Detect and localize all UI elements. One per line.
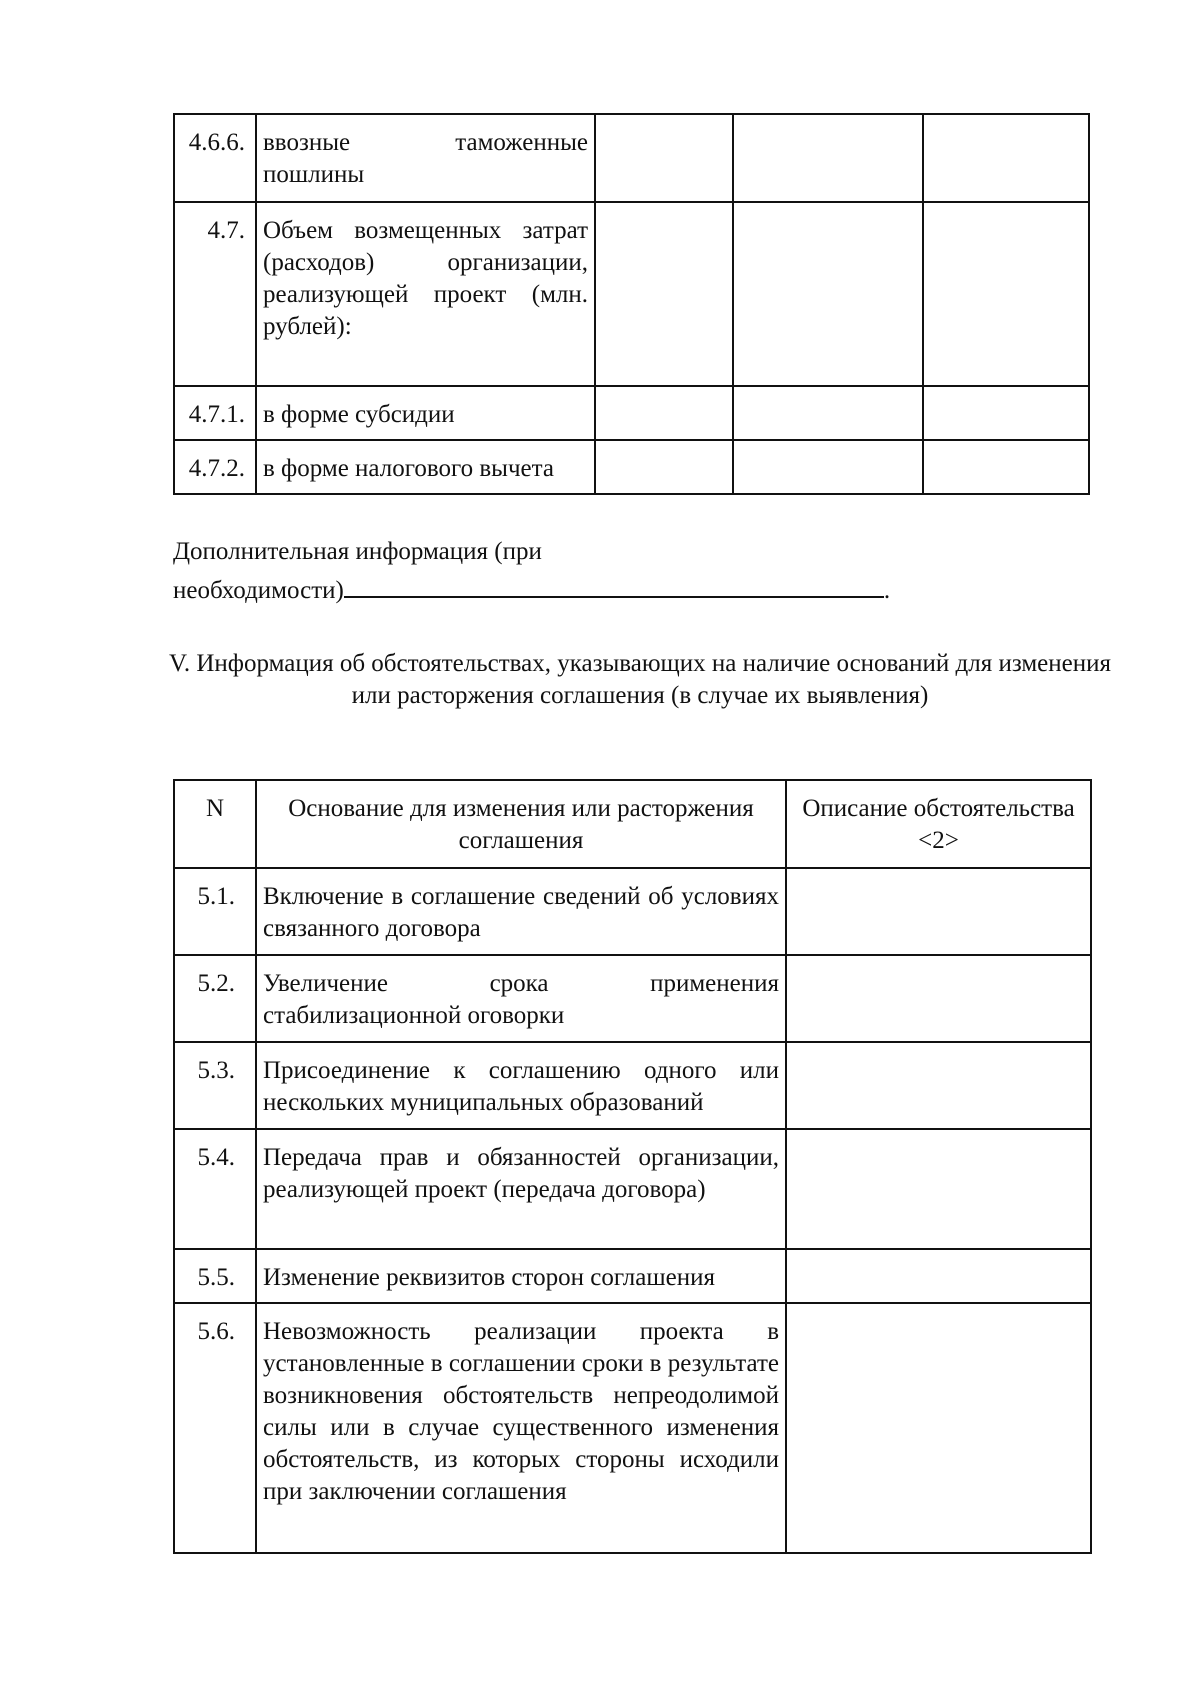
row-number: 4.7.1. — [174, 386, 256, 440]
description-cell[interactable] — [786, 1303, 1091, 1553]
value-cell[interactable] — [733, 202, 923, 386]
row-text: ввозные таможенные пошлины — [256, 114, 595, 202]
description-cell[interactable] — [786, 1249, 1091, 1303]
row-number: 5.2. — [174, 955, 256, 1042]
row-text: Передача прав и обязанностей организации, реализующей проект (передача договора) — [256, 1129, 786, 1249]
value-cell[interactable] — [923, 440, 1089, 494]
row-number: 4.6.6. — [174, 114, 256, 202]
value-cell[interactable] — [923, 202, 1089, 386]
table-row — [174, 955, 1091, 1042]
row-text: Присоединение к соглашению одного или нескольких муниципальных образований — [256, 1042, 786, 1129]
row-text: Увеличение срока применения стабилизационной оговорки — [256, 955, 786, 1042]
table-row — [174, 1249, 1091, 1303]
row-number: 5.5. — [174, 1249, 256, 1303]
value-cell[interactable] — [733, 114, 923, 202]
table-row — [174, 1129, 1091, 1249]
row-number: 5.6. — [174, 1303, 256, 1553]
line-end: . — [883, 577, 891, 604]
additional-info-label: Дополнительная информация (при — [173, 538, 542, 565]
header-description: Описание обстоятельства <2> — [786, 780, 1091, 868]
table-row — [174, 386, 1089, 440]
value-cell[interactable] — [923, 386, 1089, 440]
row-text: Включение в соглашение сведений об условиях связанного договора — [256, 868, 786, 955]
section-title: V. Информация об обстоятельствах, указывающих на наличие оснований для изменения или расторжения соглашения (в случае их выявления) — [168, 650, 1112, 709]
row-text: в форме налогового вычета — [256, 440, 595, 494]
table-row — [174, 202, 1089, 386]
row-text: в форме субсидии — [256, 386, 595, 440]
value-cell[interactable] — [595, 440, 733, 494]
additional-info — [173, 536, 933, 607]
row-text: Невозможность реализации проекта в установленные в соглашении сроки в результате возникновения обстоятельств непреодолимой силы или в случае существенного изменения обстоятельств, из которых стороны исходили при заключении соглашения — [256, 1303, 786, 1553]
row-number: 4.7.2. — [174, 440, 256, 494]
value-cell[interactable] — [923, 114, 1089, 202]
table-header — [174, 780, 1091, 868]
description-cell[interactable] — [786, 955, 1091, 1042]
table-row — [174, 114, 1089, 202]
row-number: 4.7. — [174, 202, 256, 386]
fill-in-line[interactable] — [344, 568, 884, 598]
additional-info-line — [173, 568, 933, 607]
table-row — [174, 1303, 1091, 1553]
header-number: N — [174, 780, 256, 868]
table-row — [174, 868, 1091, 955]
header-basis: Основание для изменения или расторжения соглашения — [256, 780, 786, 868]
description-cell[interactable] — [786, 1129, 1091, 1249]
additional-info-prefix: необходимости) — [173, 577, 344, 604]
circumstances-table — [173, 779, 1092, 1554]
cost-table — [173, 113, 1090, 495]
description-cell[interactable] — [786, 1042, 1091, 1129]
row-text: Объем возмещенных затрат (расходов) организации, реализующей проект (млн. рублей): — [256, 202, 595, 386]
value-cell[interactable] — [595, 202, 733, 386]
row-text: Изменение реквизитов сторон соглашения — [256, 1249, 786, 1303]
row-number: 5.4. — [174, 1129, 256, 1249]
value-cell[interactable] — [595, 386, 733, 440]
table-row — [174, 1042, 1091, 1129]
row-number: 5.1. — [174, 868, 256, 955]
row-number: 5.3. — [174, 1042, 256, 1129]
value-cell[interactable] — [733, 440, 923, 494]
description-cell[interactable] — [786, 868, 1091, 955]
value-cell[interactable] — [733, 386, 923, 440]
table-row — [174, 440, 1089, 494]
value-cell[interactable] — [595, 114, 733, 202]
